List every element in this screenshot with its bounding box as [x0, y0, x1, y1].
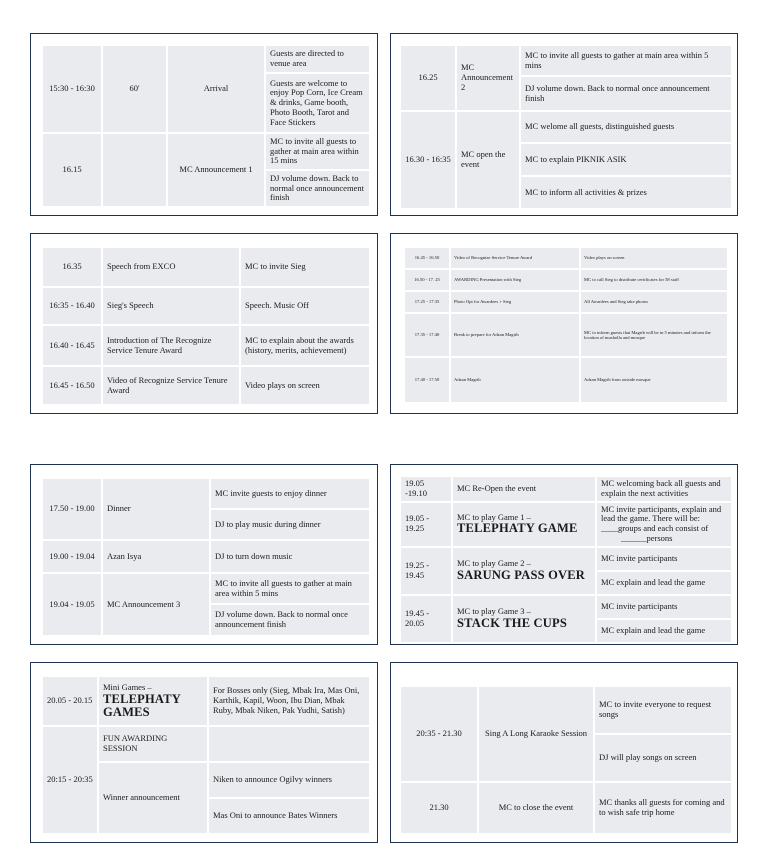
note-cell: DJ will play songs on screen [594, 734, 732, 782]
note-cell: MC to invite all guests to gather at main area within 5 mins [210, 573, 370, 604]
note-cell: Speech. Music Off [240, 287, 370, 325]
game-title: TELEPHATY GAMES [103, 691, 181, 719]
slide-speech [30, 233, 378, 414]
note-cell: DJ volume down. Back to normal once announcement finish [265, 170, 370, 207]
time-cell: 17.40 - 17.50 [404, 357, 450, 403]
slide-games [390, 464, 738, 645]
time-cell: 16.25 [400, 45, 456, 111]
game-title: SARUNG PASS OVER [457, 567, 585, 582]
note-line: MC invite participants, explain and lead the game. There will be: [601, 503, 722, 524]
note-cell: DJ volume down. Back to normal once announcement finish [520, 76, 732, 111]
activity-cell: AWARDING Presentation with Sieg [450, 269, 580, 291]
game-intro: MC to play Game 2 – [457, 558, 531, 569]
activity-cell: Adzan Magrib [450, 357, 580, 403]
time-cell: 19.45 - 20.05 [400, 595, 452, 643]
activity-cell [452, 595, 596, 643]
schedule-table [399, 44, 733, 210]
note-cell: Video plays on screen [240, 366, 370, 405]
activity-cell: MC to close the event [478, 782, 594, 834]
note-cell: DJ to play music during dinner [210, 509, 370, 540]
schedule-table [41, 477, 371, 637]
note-cell: Guests are directed to venue area [265, 45, 370, 73]
note-cell: Mas Oni to announce Bates Winners [208, 798, 370, 834]
note-cell: All Awardees and Sieg take photos [580, 291, 728, 313]
note-cell [596, 502, 732, 547]
empty-cell [208, 726, 370, 762]
activity-cell: Azan Isya [102, 540, 210, 573]
time-cell: 19.05 -19.10 [400, 476, 452, 502]
schedule-table [41, 44, 371, 208]
time-cell: 16.40 - 16.45 [42, 325, 102, 366]
time-cell: 16.35 [42, 247, 102, 287]
time-cell: 17.50 - 19.00 [42, 478, 102, 540]
note-cell: MC to inform all activities & prizes [520, 176, 732, 209]
time-cell: 17.35 - 17.40 [404, 313, 450, 357]
time-cell: 16.45 - 16.50 [42, 366, 102, 405]
section-header: FUN AWARDING SESSION [98, 726, 208, 762]
note-line: ____groups and each consist of [601, 523, 709, 534]
activity-cell: Sieg's Speech [102, 287, 240, 325]
activity-cell: Sing A Long Karaoke Session [478, 686, 594, 782]
schedule-table [41, 246, 371, 406]
note-cell: MC to inform guests that Magrib will be in 5 minutes and inform the location of musholla and mosque [580, 313, 728, 357]
note-cell: Niken to announce Ogilvy winners [208, 762, 370, 798]
time-cell: 20:35 - 21.30 [400, 686, 478, 782]
note-cell: DJ to turn down music [210, 540, 370, 573]
note-cell: MC to invite all guests to gather at main area within 15 mins [265, 133, 370, 170]
game-title: STACK THE CUPS [457, 615, 568, 630]
note-cell: MC to explain PIKNIK ASIK [520, 143, 732, 176]
empty-cell [102, 133, 167, 207]
activity-cell [452, 547, 596, 595]
schedule-table [399, 685, 733, 835]
activity-cell: MC Announcement 1 [167, 133, 265, 207]
slide-mini-games [30, 662, 378, 843]
time-cell: 20.05 - 20.15 [42, 676, 98, 726]
activity-cell: Arrival [167, 45, 265, 133]
activity-cell: Video of Recognize Service Tenure Award [450, 247, 580, 269]
activity-cell [98, 676, 208, 726]
schedule-table [399, 475, 733, 644]
game-intro: MC to play Game 3 – [457, 606, 531, 617]
time-cell: 16.45 - 16.50 [404, 247, 450, 269]
note-cell: MC to explain about the awards (history, merits, achievement) [240, 325, 370, 366]
schedule-table [403, 246, 729, 404]
note-cell: MC welcoming back all guests and explain the next activities [596, 476, 732, 502]
time-cell: 20:15 - 20:35 [42, 726, 98, 834]
activity-cell: MC Announcement 3 [102, 573, 210, 636]
activity-cell: Winner announcement [98, 762, 208, 834]
game-intro: MC to play Game 1 – [457, 511, 531, 522]
note-cell: MC explain and lead the game [596, 619, 732, 643]
time-cell: 16.50 - 17. 25 [404, 269, 450, 291]
activity-cell: Video of Recognize Service Tenure Award [102, 366, 240, 405]
note-cell: MC invite participants [596, 595, 732, 619]
time-cell: 16.30 - 16:35 [400, 111, 456, 209]
activity-cell: MC Announcement 2 [456, 45, 520, 111]
note-cell: Adzan Magrib from outside mosque [580, 357, 728, 403]
activity-cell: Speech from EXCO [102, 247, 240, 287]
note-cell: DJ volume down. Back to normal once announcement finish [210, 604, 370, 636]
activity-cell: MC open the event [456, 111, 520, 209]
time-cell: 16:35 - 16.40 [42, 287, 102, 325]
note-line: ______persons [621, 532, 673, 543]
note-cell: MC to call Sieg to distribute certificates for 58 staff [580, 269, 728, 291]
note-cell: MC invite guests to enjoy dinner [210, 478, 370, 509]
time-cell: 19.04 - 19.05 [42, 573, 102, 636]
note-cell: MC explain and lead the game [596, 571, 732, 595]
note-cell: MC to invite Sieg [240, 247, 370, 287]
activity-cell: Photo Opt for Awardees + Sieg [450, 291, 580, 313]
note-cell: Guests are welcome to enjoy Pop Corn, Ice Cream & drinks, Game booth, Photo Booth, Tarot and Face Stickers [265, 73, 370, 133]
time-cell: 16.15 [42, 133, 102, 207]
note-cell: MC to invite all guests to gather at main area within 5 mins [520, 45, 732, 76]
schedule-table [41, 675, 371, 835]
duration-cell: 60' [102, 45, 167, 133]
activity-cell: Break to prepare for Adzan Magrib [450, 313, 580, 357]
note-cell: For Bosses only (Sieg, Mbak Ira, Mas Oni, Karthik, Kapil, Woon, Ibu Dian, Mbak Ruby, Mbak Niken, Pak Yudhi, Satish) [208, 676, 370, 726]
time-cell: 19.05 - 19.25 [400, 502, 452, 547]
note-cell: MC welome all guests, distinguished guests [520, 111, 732, 143]
time-cell: 19.00 - 19.04 [42, 540, 102, 573]
time-cell: 21.30 [400, 782, 478, 834]
note-cell: MC to invite everyone to request songs [594, 686, 732, 734]
note-cell: MC thanks all guests for coming and to wish safe trip home [594, 782, 732, 834]
game-title: TELEPHATY GAME [457, 521, 578, 536]
time-cell: 15:30 - 16:30 [42, 45, 102, 133]
time-cell: 19.25 - 19.45 [400, 547, 452, 595]
activity-cell: Dinner [102, 478, 210, 540]
note-cell: Video plays on screen [580, 247, 728, 269]
slide-karaoke [390, 662, 738, 843]
game-intro: Mini Games – [103, 681, 152, 692]
note-cell: MC invite participants [596, 547, 732, 571]
time-cell: 17.25 - 17.35 [404, 291, 450, 313]
slide-mc-open [390, 33, 738, 216]
activity-cell: MC Re-Open the event [452, 476, 596, 502]
activity-cell: Introduction of The Recognize Service Tenure Award [102, 325, 240, 366]
slide-arrival [30, 33, 378, 216]
slide-dinner [30, 464, 378, 645]
activity-cell [452, 502, 596, 547]
slide-awarding [390, 233, 738, 414]
